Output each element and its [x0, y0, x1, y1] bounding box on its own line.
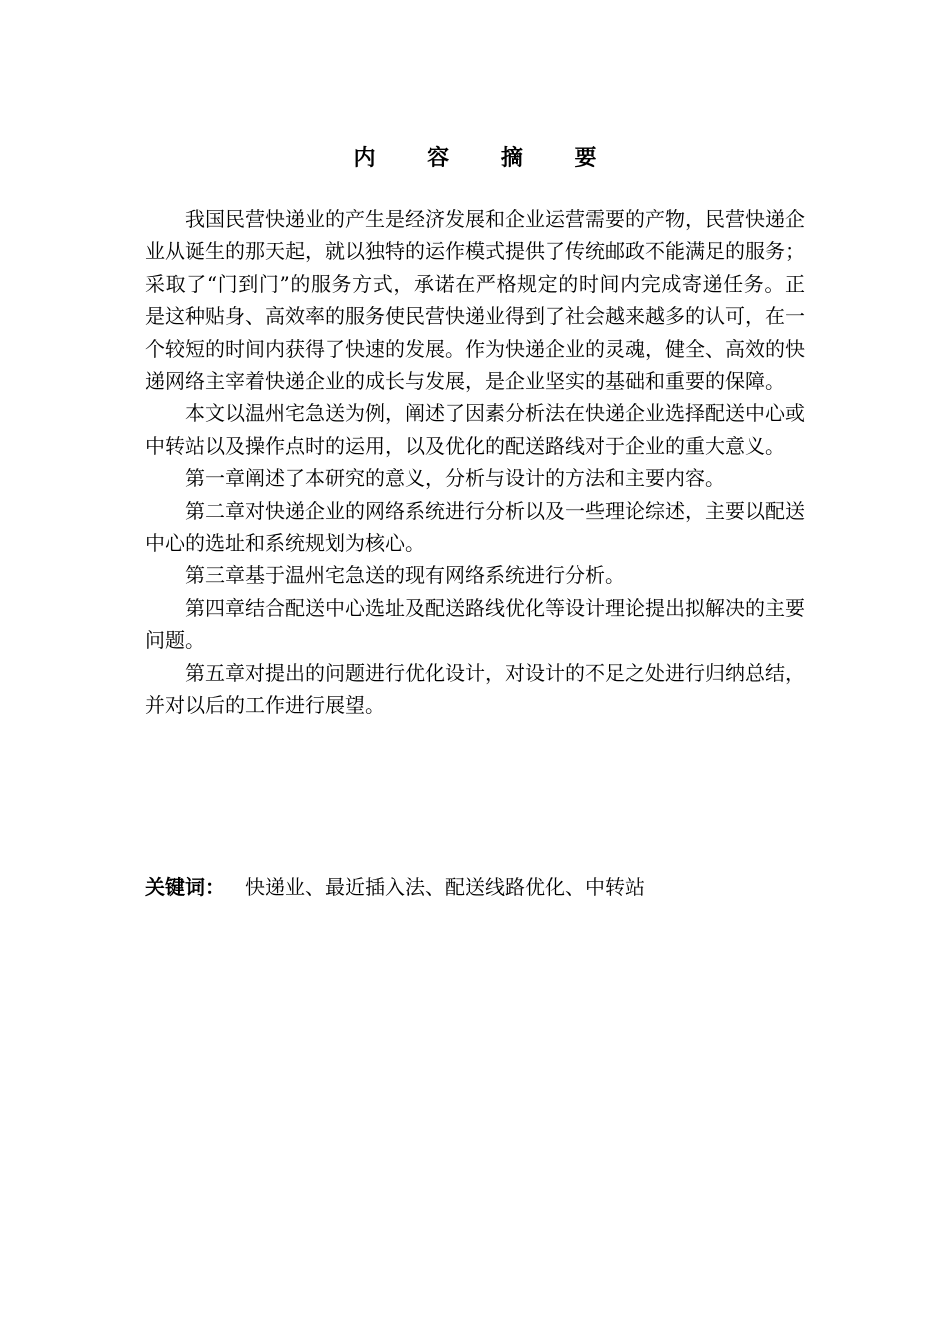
keywords-value: 快递业、最近插入法、配送线路优化、中转站 — [245, 875, 645, 899]
abstract-paragraph-4: 第二章对快递企业的网络系统进行分析以及一些理论综述，主要以配送中心的选址和系统规划为核心。 — [145, 498, 805, 556]
keywords-line — [145, 871, 805, 904]
keywords-label: 关键词： — [145, 875, 225, 899]
abstract-paragraph-7: 第五章对提出的问题进行优化设计，对设计的不足之处进行归纳总结，并对以后的工作进行展望。 — [145, 660, 805, 718]
abstract-body — [145, 203, 805, 722]
abstract-title: 内 容 摘 要 — [353, 146, 619, 171]
abstract-paragraph-5: 第三章基于温州宅急送的现有网络系统进行分析。 — [185, 563, 625, 588]
abstract-paragraph-3: 第一章阐述了本研究的意义，分析与设计的方法和主要内容。 — [185, 466, 725, 491]
abstract-paragraph-2: 本文以温州宅急送为例，阐述了因素分析法在快递企业选择配送中心或中转站以及操作点时的运用，以及优化的配送路线对于企业的重大意义。 — [145, 401, 805, 458]
abstract-paragraph-6: 第四章结合配送中心选址及配送路线优化等设计理论提出拟解决的主要问题。 — [145, 595, 805, 653]
abstract-paragraph-1: 我国民营快递业的产生是经济发展和企业运营需要的产物，民营快递企业从诞生的那天起，就以独特的运作模式提供了传统邮政不能满足的服务；采取了“门到门”的服务方式，承诺在严格规定的时间内完成寄递任务。正是这种贴身、高效率的服务使民营快递业得到了社会越来越多的认可，在一个较短的时间内获得了快速的发展。作为快递企业的灵魂，健全、高效的快递网络主宰着快递企业的成长与发展，是企业坚实的基础和重要的保障。 — [145, 207, 805, 394]
